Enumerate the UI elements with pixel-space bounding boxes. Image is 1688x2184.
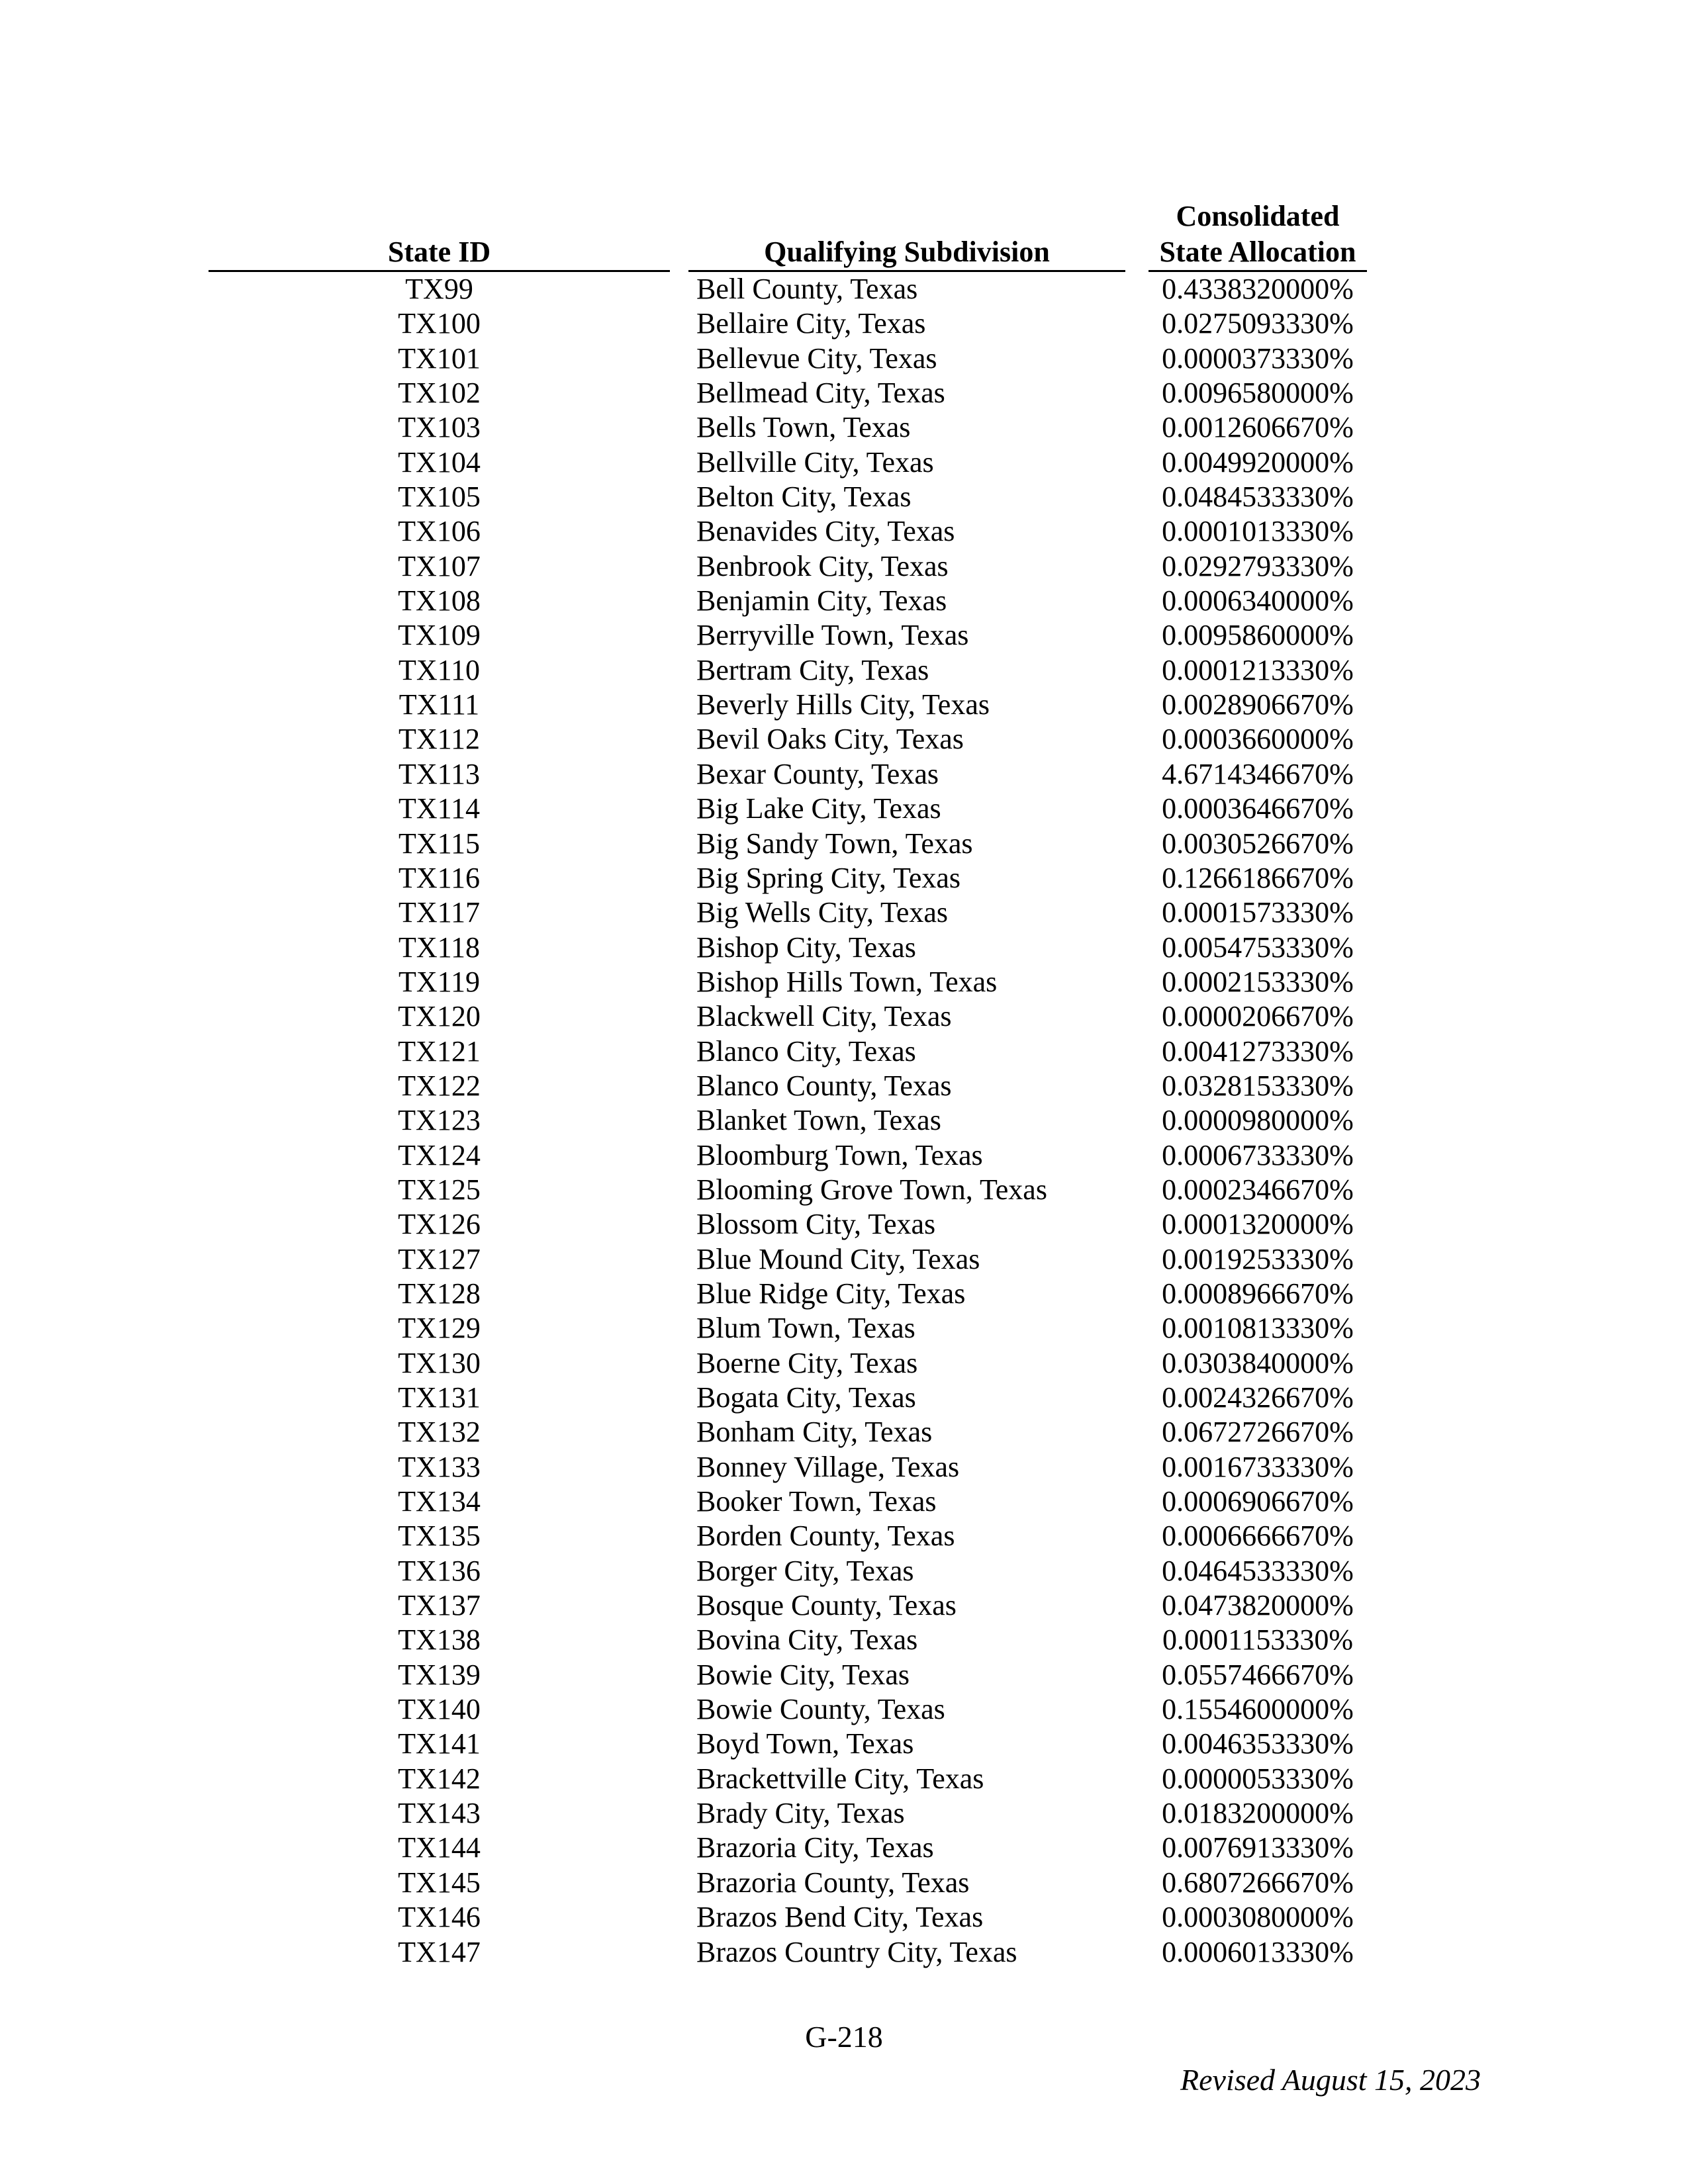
allocation-cell: 0.0292793330%	[1162, 549, 1354, 582]
allocation-cell: 0.0006906670%	[1162, 1485, 1354, 1518]
table-row	[0, 895, 1688, 930]
state-id-cell: TX115	[398, 827, 481, 860]
allocation-cell: 0.0008966670%	[1162, 1277, 1354, 1310]
subdivision-cell: Bogata City, Texas	[696, 1381, 916, 1414]
allocation-cell: 0.0672726670%	[1162, 1416, 1354, 1449]
state-id-cell: TX129	[398, 1312, 481, 1345]
table-row	[0, 1554, 1688, 1588]
subdivision-cell: Bellmead City, Texas	[696, 377, 945, 410]
table-row	[0, 376, 1688, 410]
state-id-cell: TX112	[398, 723, 481, 756]
allocation-cell: 0.0016733330%	[1162, 1450, 1354, 1483]
table-row	[0, 306, 1688, 341]
state-id-cell: TX123	[398, 1104, 481, 1137]
subdivision-cell: Brady City, Texas	[696, 1797, 905, 1830]
state-id-cell: TX116	[398, 861, 481, 894]
state-id-cell: TX145	[398, 1866, 481, 1899]
table-row	[0, 1831, 1688, 1865]
subdivision-cell: Blue Mound City, Texas	[696, 1242, 980, 1275]
allocation-cell: 0.1554600000%	[1162, 1693, 1354, 1726]
state-id-cell: TX132	[398, 1416, 481, 1449]
allocation-cell: 0.0003660000%	[1162, 723, 1354, 756]
subdivision-cell: Bishop City, Texas	[696, 931, 916, 964]
subdivision-cell: Blum Town, Texas	[696, 1312, 915, 1345]
table-row	[0, 792, 1688, 826]
table-row	[0, 514, 1688, 549]
allocation-cell: 0.4338320000%	[1162, 273, 1354, 305]
table-row	[0, 480, 1688, 514]
table-row	[0, 1381, 1688, 1415]
state-id-cell: TX104	[398, 445, 481, 478]
subdivision-cell: Big Sandy Town, Texas	[696, 827, 973, 860]
state-id-cell: TX99	[405, 273, 473, 305]
allocation-cell: 0.0275093330%	[1162, 307, 1354, 340]
allocation-cell: 0.0046353330%	[1162, 1727, 1354, 1760]
state-id-cell: TX119	[398, 965, 481, 998]
table-row	[0, 1484, 1688, 1519]
allocation-cell: 0.0049920000%	[1162, 445, 1354, 478]
table-row	[0, 1242, 1688, 1277]
subdivision-cell: Bellville City, Texas	[696, 445, 934, 478]
subdivision-cell: Booker Town, Texas	[696, 1485, 937, 1518]
table-row	[0, 1103, 1688, 1138]
table-row	[0, 1588, 1688, 1623]
table-row	[0, 1623, 1688, 1657]
subdivision-cell: Brazos Country City, Texas	[696, 1935, 1017, 1968]
table-row	[0, 1138, 1688, 1173]
state-id-cell: TX141	[398, 1727, 481, 1760]
subdivision-cell: Boyd Town, Texas	[696, 1727, 914, 1760]
state-id-cell: TX124	[398, 1138, 481, 1171]
subdivision-cell: Brackettville City, Texas	[696, 1762, 984, 1795]
state-id-cell: TX144	[398, 1831, 481, 1864]
allocation-cell: 0.0303840000%	[1162, 1346, 1354, 1379]
state-id-cell: TX134	[398, 1485, 481, 1518]
subdivision-cell: Brazoria City, Texas	[696, 1831, 934, 1864]
allocation-cell: 0.0095860000%	[1162, 619, 1354, 652]
allocation-cell: 0.0001153330%	[1162, 1623, 1354, 1657]
allocation-cell: 0.0183200000%	[1162, 1797, 1354, 1830]
state-id-cell: TX120	[398, 1000, 481, 1033]
allocation-cell: 0.0000373330%	[1162, 341, 1354, 375]
subdivision-cell: Blackwell City, Texas	[696, 1000, 952, 1033]
state-id-cell: TX140	[398, 1693, 481, 1726]
allocation-cell: 0.0006666670%	[1162, 1520, 1354, 1553]
table-row	[0, 861, 1688, 895]
subdivision-cell: Bexar County, Texas	[696, 757, 939, 790]
table-row	[0, 272, 1688, 306]
table-header	[0, 196, 1688, 273]
subdivision-cell: Blue Ridge City, Texas	[696, 1277, 966, 1310]
allocation-cell: 0.0464533330%	[1162, 1554, 1354, 1587]
state-id-cell: TX113	[398, 757, 481, 790]
state-id-cell: TX108	[398, 584, 481, 617]
header-state-id-label: State ID	[387, 236, 491, 268]
allocation-cell: 0.0003080000%	[1162, 1901, 1354, 1934]
table-row	[0, 410, 1688, 445]
subdivision-cell: Bowie County, Texas	[696, 1693, 945, 1726]
table-row	[0, 1727, 1688, 1761]
subdivision-cell: Blanco City, Texas	[696, 1034, 916, 1068]
state-id-cell: TX122	[398, 1069, 481, 1102]
table-row	[0, 931, 1688, 965]
subdivision-cell: Blossom City, Texas	[696, 1208, 936, 1241]
table-row	[0, 757, 1688, 792]
subdivision-cell: Blanket Town, Texas	[696, 1104, 941, 1137]
state-id-cell: TX100	[398, 307, 481, 340]
allocation-cell: 0.0006013330%	[1162, 1935, 1354, 1968]
allocation-cell: 0.0024326670%	[1162, 1381, 1354, 1414]
state-id-cell: TX103	[398, 411, 481, 444]
allocation-cell: 0.0012606670%	[1162, 411, 1354, 444]
subdivision-cell: Boerne City, Texas	[696, 1346, 918, 1379]
table-row	[0, 999, 1688, 1034]
table-row	[0, 1935, 1688, 1970]
allocation-cell: 0.0006733330%	[1162, 1138, 1354, 1171]
subdivision-cell: Bellaire City, Texas	[696, 307, 926, 340]
allocation-cell: 0.0001213330%	[1162, 653, 1354, 686]
allocation-cell: 0.0041273330%	[1162, 1034, 1354, 1068]
state-id-cell: TX105	[398, 480, 481, 514]
table-row	[0, 341, 1688, 376]
table-row	[0, 1415, 1688, 1449]
table-row	[0, 688, 1688, 722]
subdivision-cell: Brazos Bend City, Texas	[696, 1901, 984, 1934]
table-row	[0, 1796, 1688, 1831]
revised-date: Revised August 15, 2023	[1180, 2063, 1481, 2097]
state-id-cell: TX118	[398, 931, 481, 964]
state-id-cell: TX111	[399, 688, 480, 721]
allocation-cell: 0.0096580000%	[1162, 377, 1354, 410]
allocation-cell: 0.0003646670%	[1162, 792, 1354, 825]
header-consolidated-state-allocation	[1149, 199, 1367, 270]
allocation-cell: 0.0001573330%	[1162, 896, 1354, 929]
table-row	[0, 1519, 1688, 1553]
state-id-cell: TX137	[398, 1589, 481, 1622]
allocation-cell: 0.0000053330%	[1162, 1762, 1354, 1795]
state-id-cell: TX135	[398, 1520, 481, 1553]
allocation-cell: 0.0054753330%	[1162, 931, 1354, 964]
allocation-cell: 0.1266186670%	[1162, 861, 1354, 894]
allocation-cell: 0.0002153330%	[1162, 965, 1354, 998]
header-qualifying-subdivision	[688, 234, 1125, 270]
table-row	[0, 584, 1688, 618]
state-id-cell: TX109	[398, 619, 481, 652]
table-row	[0, 618, 1688, 653]
subdivision-cell: Bovina City, Texas	[696, 1623, 918, 1657]
table-row	[0, 1311, 1688, 1345]
subdivision-cell: Benavides City, Texas	[696, 515, 955, 548]
table-row	[0, 1658, 1688, 1692]
header-subdivision-label: Qualifying Subdivision	[764, 236, 1050, 268]
state-id-cell: TX121	[398, 1034, 481, 1068]
subdivision-cell: Bertram City, Texas	[696, 653, 929, 686]
table-row	[0, 549, 1688, 584]
table-row	[0, 1346, 1688, 1381]
state-id-cell: TX110	[398, 653, 481, 686]
state-id-cell: TX126	[398, 1208, 481, 1241]
state-id-cell: TX146	[398, 1901, 481, 1934]
state-id-cell: TX102	[398, 377, 481, 410]
subdivision-cell: Bonham City, Texas	[696, 1416, 933, 1449]
allocation-cell: 0.6807266670%	[1162, 1866, 1354, 1899]
subdivision-cell: Bosque County, Texas	[696, 1589, 957, 1622]
table-row	[0, 445, 1688, 480]
state-id-cell: TX138	[398, 1623, 481, 1657]
state-id-cell: TX128	[398, 1277, 481, 1310]
allocation-cell: 0.0010813330%	[1162, 1312, 1354, 1345]
state-id-cell: TX130	[398, 1346, 481, 1379]
state-id-cell: TX139	[398, 1658, 481, 1691]
header-state-id	[209, 234, 670, 270]
table-row	[0, 1069, 1688, 1103]
table-row	[0, 965, 1688, 999]
header-allocation-line2: State Allocation	[1159, 236, 1356, 268]
table-row	[0, 653, 1688, 688]
subdivision-cell: Bevil Oaks City, Texas	[696, 723, 964, 756]
allocation-cell: 0.0328153330%	[1162, 1069, 1354, 1102]
subdivision-cell: Benjamin City, Texas	[696, 584, 947, 617]
state-id-cell: TX127	[398, 1242, 481, 1275]
allocation-cell: 0.0484533330%	[1162, 480, 1354, 514]
subdivision-cell: Bell County, Texas	[696, 273, 918, 305]
state-id-cell: TX117	[398, 896, 481, 929]
subdivision-cell: Big Spring City, Texas	[696, 861, 961, 894]
state-id-cell: TX106	[398, 515, 481, 548]
subdivision-cell: Berryville Town, Texas	[696, 619, 969, 652]
state-id-cell: TX107	[398, 549, 481, 582]
subdivision-cell: Bonney Village, Texas	[696, 1450, 960, 1483]
table-row	[0, 1762, 1688, 1796]
subdivision-cell: Belton City, Texas	[696, 480, 912, 514]
subdivision-cell: Bowie City, Texas	[696, 1658, 910, 1691]
table-row	[0, 1450, 1688, 1484]
allocation-cell: 0.0001320000%	[1162, 1208, 1354, 1241]
table-row	[0, 1034, 1688, 1069]
state-id-cell: TX101	[398, 341, 481, 375]
allocation-cell: 0.0000206670%	[1162, 1000, 1354, 1033]
page-number: G-218	[805, 2020, 883, 2054]
table-row	[0, 1207, 1688, 1242]
subdivision-cell: Benbrook City, Texas	[696, 549, 949, 582]
table-row	[0, 1866, 1688, 1900]
subdivision-cell: Beverly Hills City, Texas	[696, 688, 990, 721]
allocation-cell: 0.0002346670%	[1162, 1173, 1354, 1206]
subdivision-cell: Blooming Grove Town, Texas	[696, 1173, 1047, 1206]
allocation-cell: 0.0557466670%	[1162, 1658, 1354, 1691]
state-id-cell: TX125	[398, 1173, 481, 1206]
table-row	[0, 722, 1688, 756]
subdivision-cell: Big Lake City, Texas	[696, 792, 941, 825]
state-id-cell: TX131	[398, 1381, 481, 1414]
subdivision-cell: Bells Town, Texas	[696, 411, 911, 444]
subdivision-cell: Big Wells City, Texas	[696, 896, 949, 929]
table-row	[0, 1900, 1688, 1934]
state-id-cell: TX114	[398, 792, 481, 825]
subdivision-cell: Blanco County, Texas	[696, 1069, 952, 1102]
state-id-cell: TX147	[398, 1935, 481, 1968]
state-id-cell: TX136	[398, 1554, 481, 1587]
subdivision-cell: Bloomburg Town, Texas	[696, 1138, 983, 1171]
subdivision-cell: Brazoria County, Texas	[696, 1866, 970, 1899]
allocation-cell: 0.0473820000%	[1162, 1589, 1354, 1622]
allocation-cell: 0.0076913330%	[1162, 1831, 1354, 1864]
allocation-cell: 0.0019253330%	[1162, 1242, 1354, 1275]
subdivision-cell: Borger City, Texas	[696, 1554, 914, 1587]
subdivision-cell: Borden County, Texas	[696, 1520, 955, 1553]
table-row	[0, 1692, 1688, 1727]
allocation-cell: 0.0001013330%	[1162, 515, 1354, 548]
allocation-cell: 4.6714346670%	[1162, 757, 1354, 790]
subdivision-cell: Bellevue City, Texas	[696, 341, 937, 375]
allocation-cell: 0.0006340000%	[1162, 584, 1354, 617]
allocation-cell: 0.0028906670%	[1162, 688, 1354, 721]
table-body	[0, 272, 1688, 1970]
state-id-cell: TX143	[398, 1797, 481, 1830]
header-allocation-line1: Consolidated	[1176, 200, 1340, 232]
subdivision-cell: Bishop Hills Town, Texas	[696, 965, 998, 998]
allocation-cell: 0.0000980000%	[1162, 1104, 1354, 1137]
state-id-cell: TX142	[398, 1762, 481, 1795]
table-row	[0, 1173, 1688, 1207]
allocation-cell: 0.0030526670%	[1162, 827, 1354, 860]
table-row	[0, 1277, 1688, 1311]
state-id-cell: TX133	[398, 1450, 481, 1483]
table-row	[0, 827, 1688, 861]
